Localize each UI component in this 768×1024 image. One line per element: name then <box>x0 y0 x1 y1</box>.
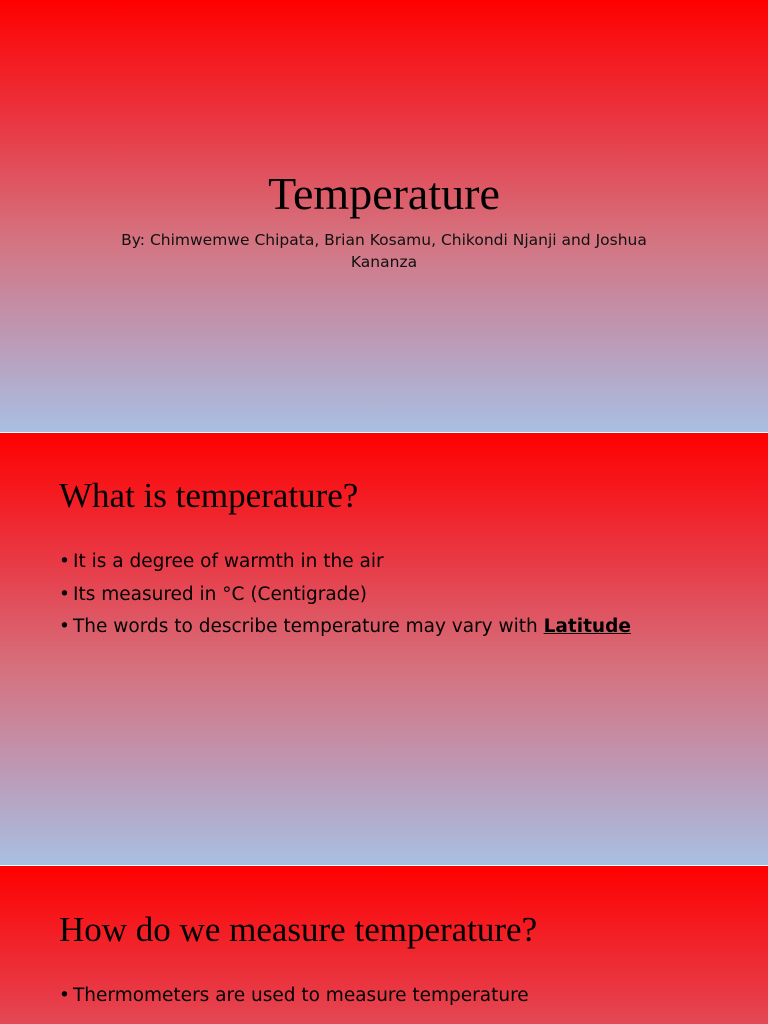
bullet-item <box>59 983 529 1016</box>
bullet-item <box>59 582 631 615</box>
slide-heading: What is temperature? <box>59 476 359 515</box>
latitude-emphasis: Latitude <box>543 616 631 637</box>
slide-title: Temperature <box>268 168 500 219</box>
bullet-icon: • <box>59 616 70 637</box>
bullet-text: It is a degree of warmth in the air <box>73 551 384 572</box>
bullet-icon: • <box>59 985 70 1006</box>
bullet-icon: • <box>59 583 70 605</box>
bullet-list <box>59 549 631 647</box>
slide-heading: How do we measure temperature? <box>59 910 538 949</box>
title-slide <box>0 0 768 432</box>
what-is-temperature-slide <box>0 433 768 865</box>
how-measure-temperature-slide <box>0 866 768 1024</box>
bullet-item <box>59 549 631 582</box>
bullet-item <box>59 614 631 647</box>
bullet-text: Thermometers are used to measure temperature <box>73 985 529 1006</box>
bullet-list <box>59 983 529 1016</box>
bullet-text: Its measured in °C (Centigrade) <box>73 583 367 605</box>
slide-subtitle-authors: By: Chimwemwe Chipata, Brian Kosamu, Chikondi Njanji and Joshua Kananza <box>121 231 647 271</box>
bullet-text: The words to describe temperature may vary with <box>73 616 544 637</box>
bullet-icon: • <box>59 551 70 572</box>
